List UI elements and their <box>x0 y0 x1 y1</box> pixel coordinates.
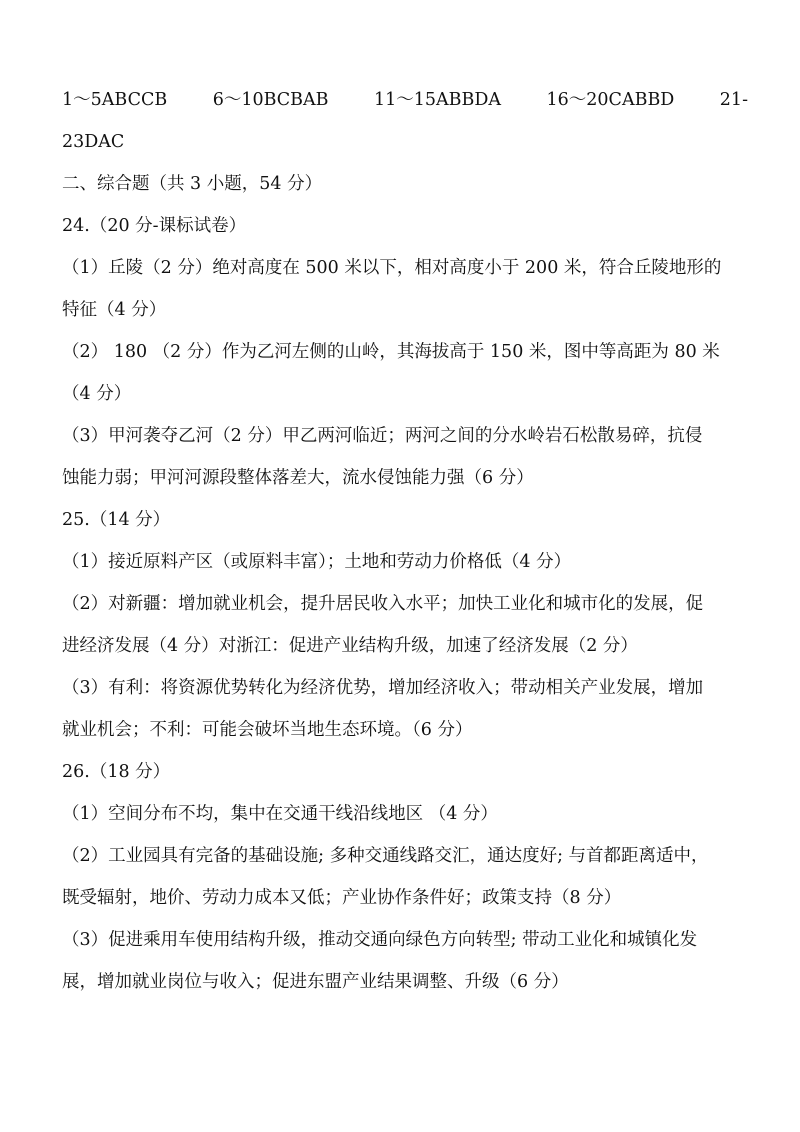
mc-answers-continued: 23DAC <box>62 132 125 152</box>
q26-heading: 26.（18 分） <box>62 762 171 782</box>
mc-answer-group-1: 1～5ABCCB <box>62 90 168 110</box>
q25-line: 就业机会；不利：可能会破坏当地生态环境。（6 分） <box>62 720 473 740</box>
q26-line: 既受辐射，地价、劳动力成本又低；产业协作条件好；政策支持（8 分） <box>62 888 622 908</box>
q25-line: （3）有利：将资源优势转化为经济优势，增加经济收入；带动相关产业发展，增加 <box>62 678 704 698</box>
mc-answer-group-5: 21- <box>719 90 748 110</box>
q24-line: （1）丘陵（2 分）绝对高度在 500 米以下，相对高度小于 200 米，符合丘陵地形的 <box>62 258 722 278</box>
q24-line: 蚀能力弱；甲河河源段整体落差大，流水侵蚀能力强（6 分） <box>62 468 534 488</box>
mc-answer-group-2: 6～10BCBAB <box>212 90 329 110</box>
q26-line: （2）工业园具有完备的基础设施; 多种交通线路交汇，通达度好; 与首都距离适中， <box>62 846 709 866</box>
mc-answer-group-4: 16～20CABBD <box>546 90 675 110</box>
q24-line: 特征（4 分） <box>62 300 167 320</box>
q24-line: （2） 180 （2 分）作为乙河左侧的山岭，其海拔高于 150 米，图中等高距为 80 米 <box>62 342 720 362</box>
q26-line: 展，增加就业岗位与收入；促进东盟产业结果调整、升级（6 分） <box>62 972 569 992</box>
q25-line: （2）对新疆：增加就业机会，提升居民收入水平；加快工业化和城市化的发展，促 <box>62 594 704 614</box>
section-title: 二、综合题（共 3 小题，54 分） <box>62 174 323 194</box>
mc-answers-row <box>62 89 748 111</box>
q24-line: （4 分） <box>62 384 132 404</box>
q25-heading: 25.（14 分） <box>62 510 171 530</box>
q26-line: （1）空间分布不均，集中在交通干线沿线地区 （4 分） <box>62 804 498 824</box>
q25-line: （1）接近原料产区（或原料丰富）；土地和劳动力价格低（4 分） <box>62 552 572 572</box>
q24-heading: 24.（20 分-课标试卷） <box>62 216 247 236</box>
q25-line: 进经济发展（4 分）对浙江：促进产业结构升级，加速了经济发展（2 分） <box>62 636 638 656</box>
q26-line: （3）促进乘用车使用结构升级，推动交通向绿色方向转型; 带动工业化和城镇化发 <box>62 930 698 950</box>
mc-answer-group-3: 11～15ABBDA <box>373 90 502 110</box>
q24-line: （3）甲河袭夺乙河（2 分）甲乙两河临近；两河之间的分水岭岩石松散易碎，抗侵 <box>62 426 703 446</box>
